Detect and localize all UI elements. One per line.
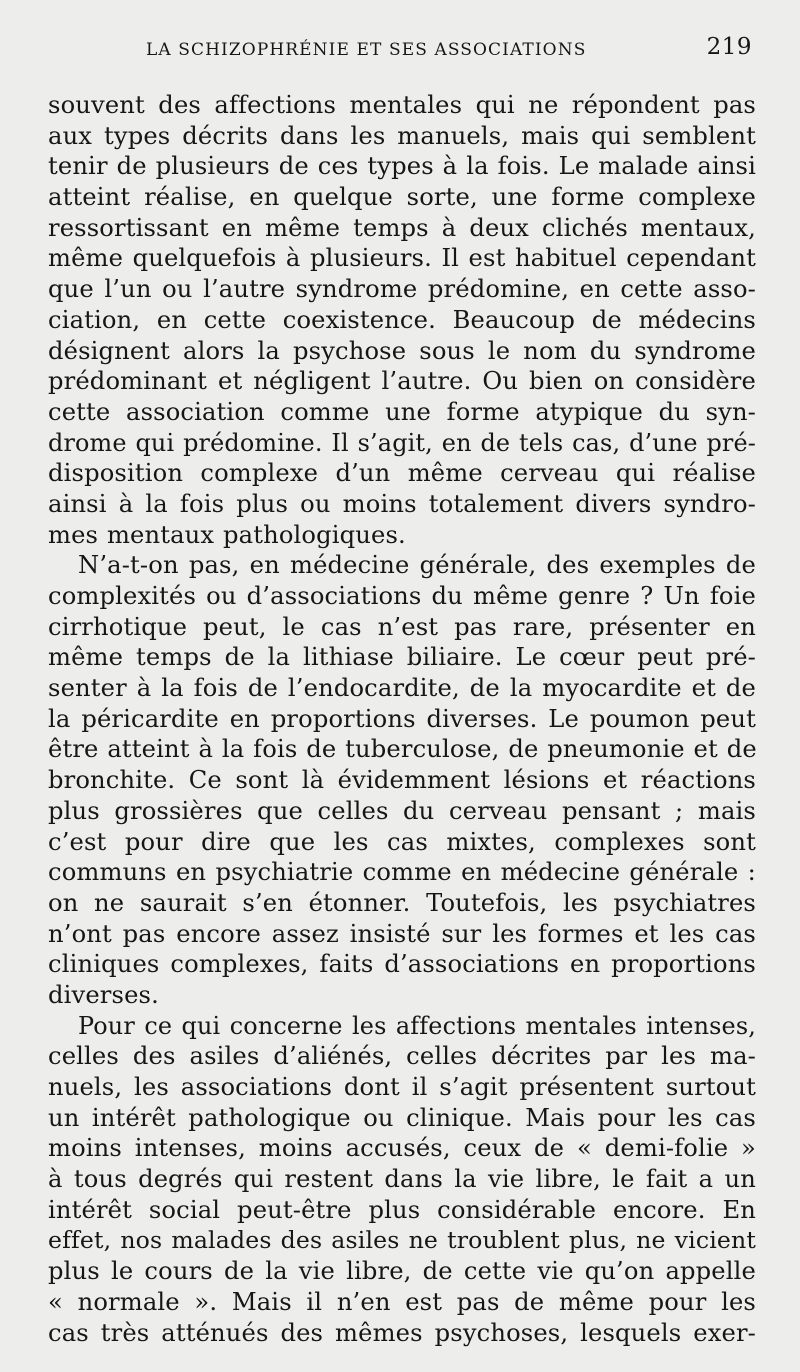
running-title: LA SCHIZOPHRÉNIE ET SES ASSOCIATIONS xyxy=(146,40,587,60)
text-line: n’ont pas encore assez insisté sur les formes et les cas xyxy=(48,919,756,948)
text-line: ressortissant en même temps à deux clichés mentaux, xyxy=(48,213,756,242)
text-line: « normale ». Mais il n’en est pas de même pour les xyxy=(48,1287,756,1316)
text-line: prédominant et négligent l’autre. Ou bien on considère xyxy=(48,367,756,396)
text-line: ainsi à la fois plus ou moins totalement divers syndro- xyxy=(48,489,756,518)
text-line: on ne saurait s’en étonner. Toutefois, les psychiatres xyxy=(48,888,756,917)
text-line: même quelquefois à plusieurs. Il est habituel cependant xyxy=(48,244,756,273)
text-line: à tous degrés qui restent dans la vie libre, le fait a un xyxy=(48,1165,756,1194)
page-number: 219 xyxy=(706,34,752,60)
text-line: plus le cours de la vie libre, de cette vie qu’on appelle xyxy=(48,1257,756,1286)
text-line: plus grossières que celles du cerveau pensant ; mais xyxy=(48,796,756,825)
text-line: bronchite. Ce sont là évidemment lésions et réactions xyxy=(48,766,756,795)
text-line: intérêt social peut-être plus considérable encore. En xyxy=(48,1195,756,1224)
text-line: que l’un ou l’autre syndrome prédomine, en cette asso- xyxy=(48,275,756,304)
text-line: nuels, les associations dont il s’agit présentent surtout xyxy=(48,1073,756,1101)
paragraph xyxy=(48,90,756,550)
text-line: un intérêt pathologique ou clinique. Mais pour les cas xyxy=(48,1103,756,1132)
text-line: souvent des affections mentales qui ne répondent pas xyxy=(48,91,756,119)
text-line: même temps de la lithiase biliaire. Le cœur peut pré- xyxy=(48,643,756,672)
text-line: effet, nos malades des asiles ne troublent plus, ne vicient xyxy=(48,1226,756,1255)
text-line: ciation, en cette coexistence. Beaucoup de médecins xyxy=(48,305,756,334)
text-line: c’est pour dire que les cas mixtes, complexes sont xyxy=(48,827,756,856)
text-line: diverses. xyxy=(48,980,159,1009)
text-line: Pour ce qui concerne les affections mentales intenses, xyxy=(78,1011,756,1040)
text-line: mes mentaux pathologiques. xyxy=(48,520,406,549)
text-line: N’a-t-on pas, en médecine générale, des exemples de xyxy=(78,551,756,580)
text-line: celles des asiles d’aliénés, celles décrites par les ma- xyxy=(48,1042,756,1071)
text-line: communs en psychiatrie comme en médecine générale : xyxy=(48,858,756,887)
text-line: tenir de plusieurs de ces types à la fois. Le malade ainsi xyxy=(48,152,756,181)
running-head xyxy=(48,32,756,90)
text-line: drome qui prédomine. Il s’agit, en de tels cas, d’une pré- xyxy=(48,428,756,457)
text-line: disposition complexe d’un même cerveau qui réalise xyxy=(48,459,756,488)
text-line: cas très atténués des mêmes psychoses, lesquels exer- xyxy=(48,1318,756,1347)
text-line: senter à la fois de l’endocardite, de la myocardite et de xyxy=(48,674,756,703)
body-text xyxy=(48,90,756,1348)
text-line: cette association comme une forme atypique du syn- xyxy=(48,397,756,426)
paragraph xyxy=(48,550,756,1010)
text-line: être atteint à la fois de tuberculose, de pneumonie et de xyxy=(48,735,757,764)
text-line: cliniques complexes, faits d’associations en proportions xyxy=(48,950,756,979)
text-line: la péricardite en proportions diverses. Le poumon peut xyxy=(48,704,756,733)
text-line: moins intenses, moins accusés, ceux de « demi-folie » xyxy=(48,1134,756,1163)
paragraph xyxy=(48,1011,756,1349)
text-line: cirrhotique peut, le cas n’est pas rare, présenter en xyxy=(48,612,756,641)
text-line: aux types décrits dans les manuels, mais qui semblent xyxy=(48,121,756,150)
text-line: désignent alors la psychose sous le nom du syndrome xyxy=(48,336,756,365)
text-line: atteint réalise, en quelque sorte, une forme complexe xyxy=(48,183,756,212)
text-line: complexités ou d’associations du même genre ? Un foie xyxy=(48,582,756,610)
